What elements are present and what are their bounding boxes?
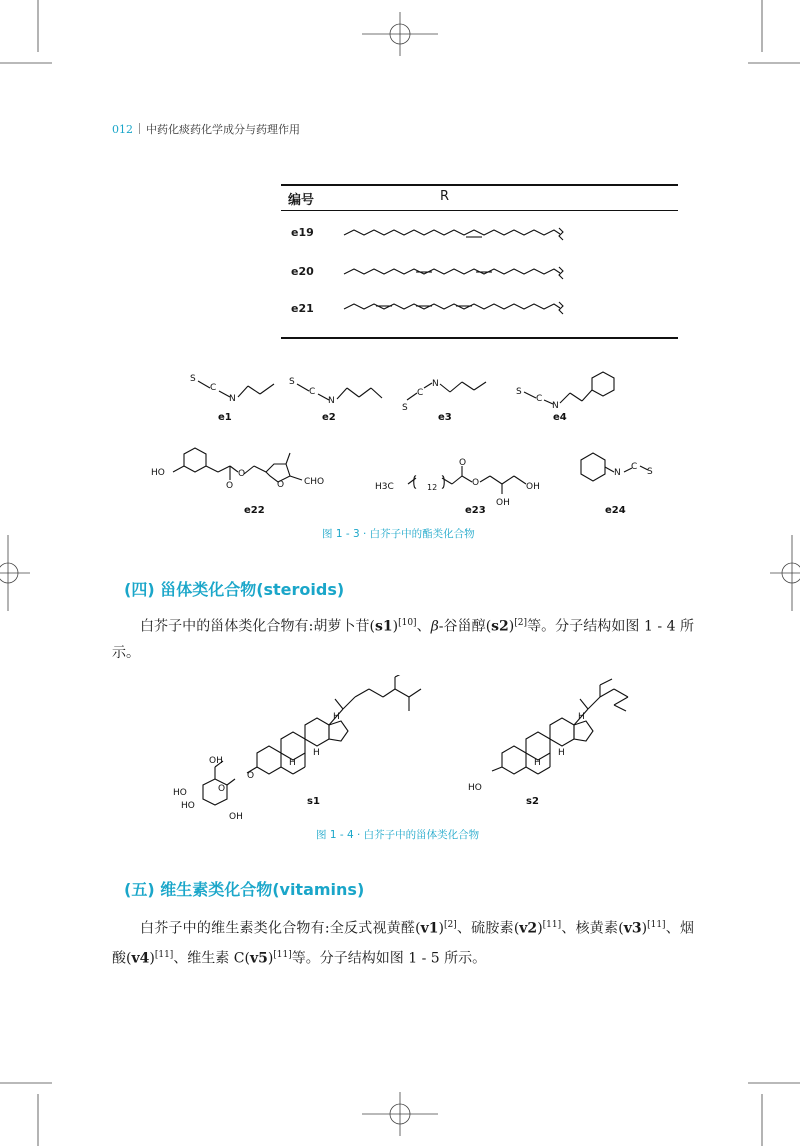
compound-label-s1: s1: [307, 796, 320, 807]
atom-s: S: [402, 403, 408, 413]
ref-s1: s1: [375, 618, 393, 635]
table-col-id-header: 编号: [288, 193, 315, 208]
atom-oh: OH: [229, 812, 243, 820]
vitamins-paragraph: 白芥子中的维生素类化合物有:全反式视黄醛(v1)[2]、硫胺素(v2)[11]、核黄素(v3)[11]、烟酸(v4)[11]、维生素 C(v5)[11]等。分子结构如图 1 - 5 所示。: [112, 920, 695, 967]
atom-cho: CHO: [304, 477, 325, 487]
compound-label-e2: e2: [322, 412, 336, 423]
atom-h: H: [558, 748, 565, 758]
atom-o: O: [218, 784, 226, 794]
atom-n: N: [328, 396, 335, 406]
atom-n: N: [552, 401, 559, 411]
section-heading-vitamins: (五) 维生素类化合物(vitamins): [124, 880, 365, 899]
table-row-id: e19: [291, 226, 314, 239]
citation: [11]: [647, 920, 666, 930]
chain-e19: [344, 230, 560, 235]
atom-o: O: [247, 771, 255, 781]
citation: [2]: [514, 618, 528, 628]
atom-oh: OH: [496, 498, 510, 508]
citation: [11]: [273, 949, 292, 960]
section-heading-steroids: (四) 甾体类化合物(steroids): [124, 580, 345, 599]
table-row-id: e20: [291, 265, 314, 278]
svg-text:H3C: [375, 482, 394, 492]
compound-label-e1: e1: [218, 412, 232, 423]
compound-label-e22: e22: [244, 505, 265, 516]
atom-ho: HO: [151, 468, 165, 478]
compound-label-e4: e4: [553, 412, 567, 423]
table-bottom-rule: [281, 337, 678, 339]
fatty-chain-structures: [340, 220, 580, 320]
figure-1-4: [165, 675, 645, 820]
atom-h: H: [333, 712, 340, 722]
atom-s: S: [647, 467, 653, 477]
page-number: 012: [112, 123, 133, 136]
atom-c: C: [631, 462, 638, 472]
atom-oh: OH: [209, 756, 223, 766]
ref-v5: v5: [249, 950, 268, 967]
atom-o: O: [472, 478, 480, 488]
compound-label-e23: e23: [465, 505, 486, 516]
table-top-rule: [281, 184, 678, 186]
atom-o: O: [459, 458, 467, 468]
atom-c: C: [309, 387, 316, 397]
beta-symbol: β: [430, 618, 439, 635]
table-col-r-header: R: [440, 189, 450, 204]
figure-1-4-caption: 图 1 - 4 · 白芥子中的甾体类化合物: [316, 829, 480, 841]
compound-label-s2: s2: [526, 796, 539, 807]
atom-ho: HO: [181, 801, 195, 811]
atom-n: N: [614, 468, 621, 478]
ref-v1: v1: [420, 920, 439, 937]
atom-o: O: [226, 481, 234, 491]
atom-ho: HO: [468, 783, 482, 793]
figure-1-3-caption: 图 1 - 3 · 白芥子中的酯类化合物: [322, 528, 475, 540]
atom-n: N: [229, 394, 236, 404]
atom-n: N: [432, 379, 439, 389]
atom-ho: HO: [173, 788, 187, 798]
compound-label-e24: e24: [605, 505, 626, 516]
atom-h: H: [313, 748, 320, 758]
steroids-paragraph: 白芥子中的甾体类化合物有:胡萝卜苷(s1)[10]、β-谷甾醇(s2)[2]等。分子结构如图 1 - 4 所示。: [112, 618, 694, 661]
atom-s: S: [190, 374, 196, 384]
ref-v3: v3: [623, 920, 642, 937]
repeat-subscript: 12: [427, 483, 438, 492]
ref-v4: v4: [131, 950, 150, 967]
atom-s: S: [289, 377, 295, 387]
atom-h: H: [534, 758, 541, 768]
table-row-id: e21: [291, 302, 314, 315]
citation: [11]: [154, 949, 174, 960]
figure-1-3: [140, 368, 660, 518]
atom-c: C: [417, 388, 424, 398]
running-header: [112, 121, 300, 137]
book-title: 中药化痰药化学成分与药理作用: [146, 123, 300, 136]
table-header-rule: [281, 210, 678, 211]
atom-c: C: [536, 394, 543, 404]
ref-s2: s2: [491, 618, 509, 635]
ref-v2: v2: [519, 920, 538, 937]
atom-s: S: [516, 387, 522, 397]
atom-c: C: [210, 383, 217, 393]
atom-h: H: [289, 758, 296, 768]
atom-o: O: [277, 480, 285, 490]
atom-oh: OH: [526, 482, 540, 492]
citation: [11]: [542, 920, 562, 930]
chain-e20: [344, 269, 560, 274]
atom-h: H: [578, 712, 585, 722]
citation: [2]: [443, 920, 457, 930]
citation: [10]: [398, 618, 417, 628]
atom-h3c: H3C: [375, 482, 394, 492]
atom-o: O: [238, 469, 246, 479]
compound-label-e3: e3: [438, 412, 452, 423]
